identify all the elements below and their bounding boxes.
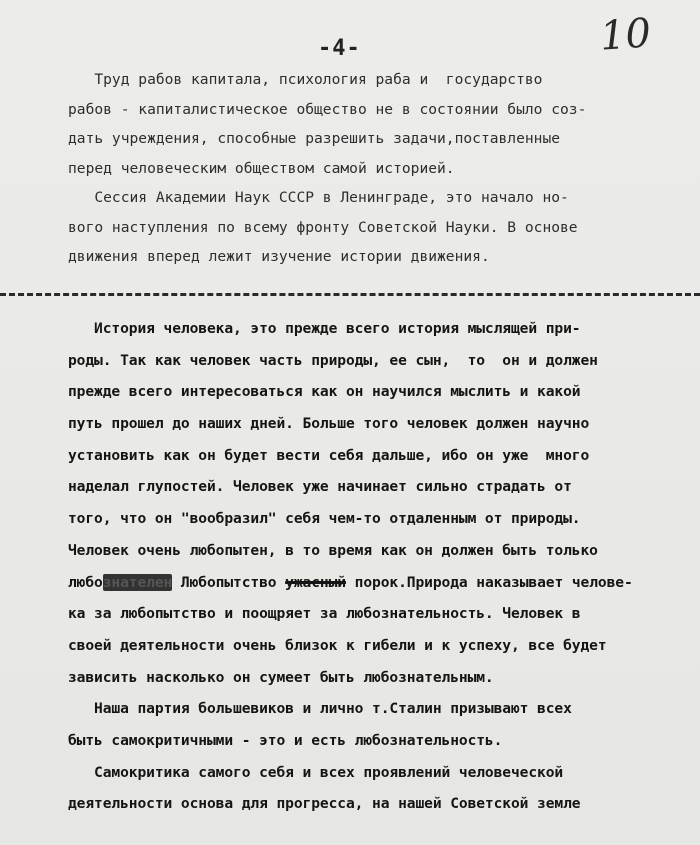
text-line: дать учреждения, способные разрешить задачи,поставленные [68,130,561,147]
text-line: путь прошел до наших дней. Больше того человек должен научно [68,415,590,433]
text-line: перед человеческим обществом самой историей. [68,159,455,177]
text-line: Наша партия большевиков и лично т.Сталин призывают всех [68,700,572,718]
text-line: зависить насколько он сумеет быть любознательным. [68,668,494,686]
text-line: Самокритика самого себя и всех проявлений человеческой [68,763,564,781]
text-line: установить как он будет вести себя дальше, ибо он уже много [68,446,590,464]
scribbled-out-text: знателен [102,573,173,591]
text-line: рабов - капиталистическое общество не в состоянии было соз- [68,100,587,118]
text-fragment: порок.Природа наказывает челове- [345,573,633,591]
text-line: вого наступления по всему фронту Советской Науки. В основе [68,218,578,236]
text-line: наделал глупостей. Человек уже начинает сильно страдать от [68,478,572,496]
text-line: быть самокритичными - это и есть любознательность. [68,731,503,749]
text-line-with-corrections [68,567,692,599]
lower-text-block [68,313,692,820]
text-line: того, что он "вообразил" себя чем-то отдаленным от природы. [68,510,581,528]
text-line: ка за любопытство и поощряет за любознательность. Человек в [68,605,581,623]
text-line: движения вперед лежит изучение истории движения. [68,248,490,265]
text-line: Сессия Академии Наук СССР в Ленинграде, это начало но- [68,189,569,206]
upper-text-block [68,65,692,272]
text-fragment: Любопытство [172,573,286,591]
text-line: роды. Так как человек часть природы, ее сын, то он и должен [68,351,598,369]
page-number: -4- [318,36,361,61]
text-line: История человека, это прежде всего история мыслящей при- [68,320,581,337]
text-line: своей деятельности очень близок к гибели и к успеху, все будет [68,636,607,654]
text-line: прежде всего интересоваться как он научился мыслить и какой [68,383,581,401]
dashed-separator [0,293,700,296]
struck-through-text: ужасный [285,573,346,591]
text-fragment: любо [68,573,103,591]
text-line: Человек очень любопытен, в то время как он должен быть только [68,541,598,559]
text-line: деятельности основа для прогресса, на нашей Советской земле [68,795,581,813]
handwritten-page-number: 10 [598,10,653,60]
text-line: Труд рабов капитала, психология раба и государство [68,71,543,88]
